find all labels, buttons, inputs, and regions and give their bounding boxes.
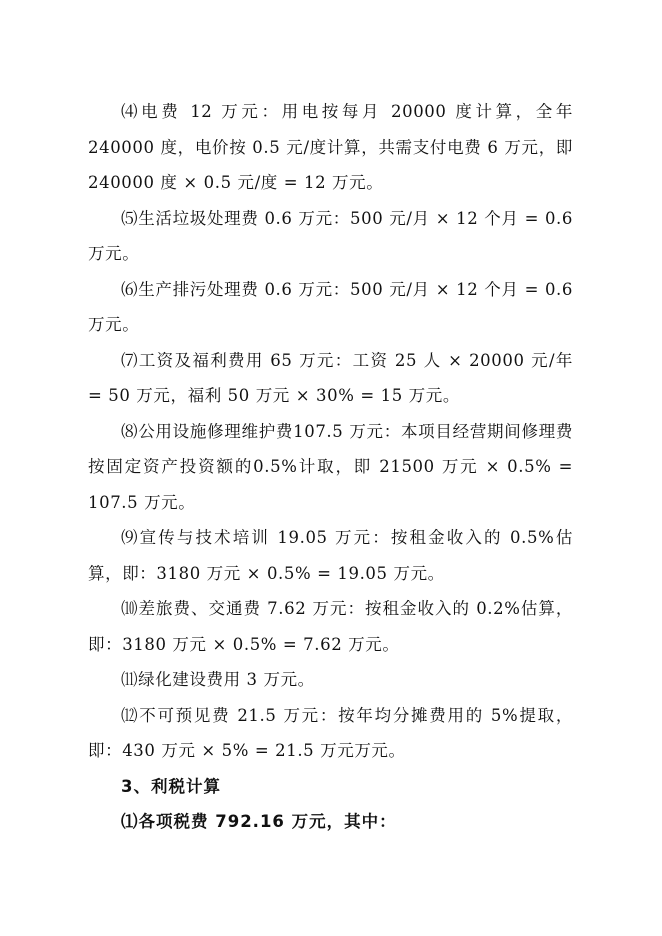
- paragraph-garbage-fee: ⑸生活垃圾处理费 0.6 万元：500 元/月 × 12 个月 = 0.6 万元。: [88, 208, 573, 263]
- paragraph-contingency-fee: ⑿不可预见费 21.5 万元：按年均分摊费用的 5%提取，即：430 万元 × 5% = 21.5 万元万元。: [88, 705, 573, 760]
- subsection-heading: ⑴各项税费 792.16 万元，其中：: [121, 812, 397, 831]
- paragraph-sewage-fee: ⑹生产排污处理费 0.6 万元：500 元/月 × 12 个月 = 0.6 万元。: [88, 279, 573, 334]
- paragraph-wages-welfare: ⑺工资及福利费用 65 万元：工资 25 人 × 20000 元/年 = 50 万元，福利 50 万元 × 30% = 15 万元。: [88, 350, 573, 405]
- paragraph-electricity-fee: ⑷电费 12 万元：用电按每月 20000 度计算，全年 240000 度，电价按 0.5 元/度计算，共需支付电费 6 万元，即 240000 度 × 0.5 元/度 = 12 万元。: [88, 102, 573, 192]
- document-body: [88, 94, 573, 840]
- paragraph-travel-transport: ⑽差旅费、交通费 7.62 万元：按租金收入的 0.2%估算，即：3180 万元 × 0.5% = 7.62 万元。: [88, 599, 573, 654]
- paragraph-greening-fee: ⑾绿化建设费用 3 万元。: [121, 670, 315, 689]
- paragraph-publicity-training: ⑼宣传与技术培训 19.05 万元：按租金收入的 0.5%估算，即：3180 万元 × 0.5% = 19.05 万元。: [88, 528, 573, 583]
- paragraph-maintenance-fee: ⑻公用设施修理维护费107.5 万元：本项目经营期间修理费按固定资产投资额的0.5%计取，即 21500 万元 × 0.5% = 107.5 万元。: [88, 421, 573, 512]
- section-heading: 3、利税计算: [121, 776, 221, 796]
